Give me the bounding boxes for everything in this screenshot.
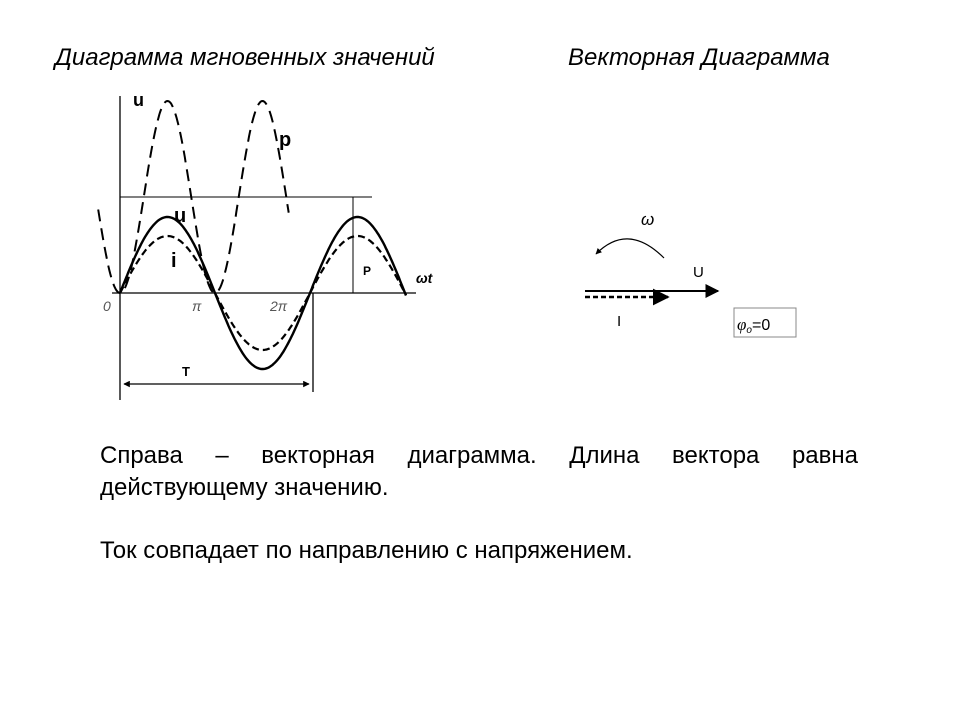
x-axis-label: ωt xyxy=(416,270,433,286)
omega-rotation-arrow xyxy=(596,239,664,258)
heading-vector-diagram: Векторная Диаграмма xyxy=(568,44,830,71)
current-vector-label: I xyxy=(617,313,622,330)
phase-label xyxy=(737,315,770,336)
phase-value: =0 xyxy=(751,317,771,334)
period-label: T xyxy=(182,364,190,379)
curve-i-label: i xyxy=(171,250,177,272)
curve-u-label: u xyxy=(174,205,187,227)
phase-symbol: φ xyxy=(737,315,747,334)
origin-label: 0 xyxy=(103,298,111,314)
voltage-vector-label: U xyxy=(693,264,704,281)
paragraph-current-direction: Ток совпадает по направлению с напряжением. xyxy=(100,537,633,564)
y-axis-label: u xyxy=(133,90,144,110)
waveform-diagram xyxy=(98,90,433,400)
paragraph-vector-description: Справа – векторная диаграмма. Длина вектора равна действующему значению. xyxy=(100,442,858,501)
vector-diagram xyxy=(585,210,796,337)
avg-power-label: P xyxy=(363,264,372,278)
curve-p-label: p xyxy=(279,129,292,151)
omega-label: ω xyxy=(641,210,655,229)
two-pi-label: 2π xyxy=(270,298,288,314)
pi-label: π xyxy=(192,298,202,314)
phase-subscript: o xyxy=(746,325,752,336)
heading-instantaneous-diagram: Диаграмма мгновенных значений xyxy=(55,44,435,71)
